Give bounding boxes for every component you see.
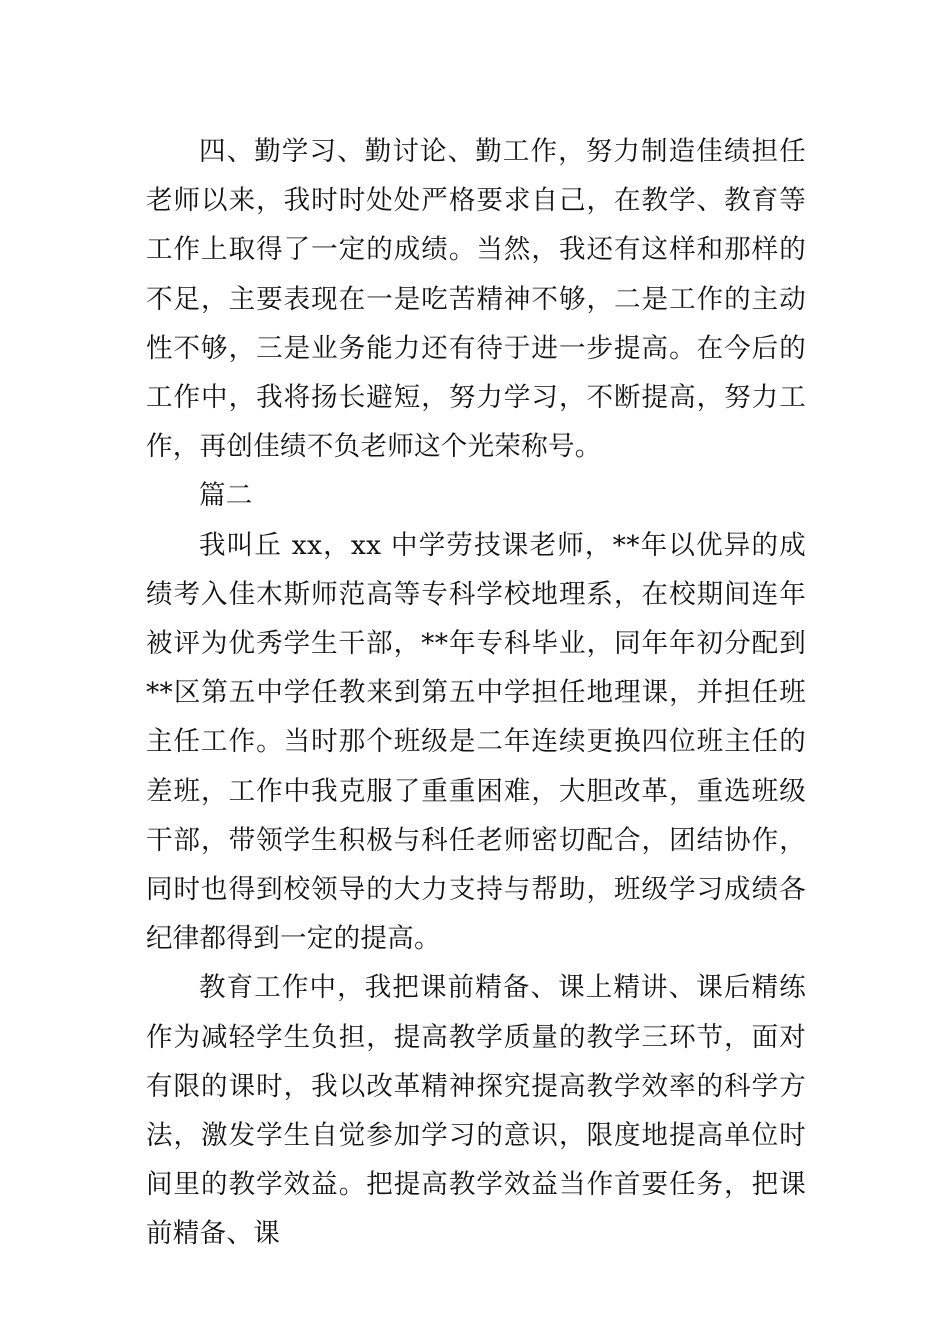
section-heading-part-two: 篇二 [199, 480, 253, 512]
document-page [146, 127, 806, 1259]
paragraph-teaching-work: 教育工作中，我把课前精备、课上精讲、课后精练作为减轻学生负担，提高教学质量的教学三环节，面对有限的课时，我以改革精神探究提高教学效率的科学方法，激发学生自觉参加学习的意识，限度地提高单位时间里的教学效益。把提高教学效益当作首要任务，把课前精备、课 [146, 972, 806, 1250]
paragraph-section-four: 四、勤学习、勤讨论、勤工作，努力制造佳绩担任老师以来，我时时处处严格要求自己，在教学、教育等工作上取得了一定的成绩。当然，我还有这样和那样的不足，主要表现在一是吃苦精神不够，二是工作的主动性不够，三是业务能力还有待于进一步提高。在今后的工作中，我将扬长避短，努力学习，不断提高，努力工作，再创佳绩不负老师这个光荣称号。 [146, 136, 806, 463]
paragraph-introduction: 我叫丘 xx，xx 中学劳技课老师，**年以优异的成绩考入佳木斯师范高等专科学校地理系，在校期间连年被评为优秀学生干部，**年专科毕业，同年年初分配到**区第五中学任教来到第五中学担任地理课，并担任班主任工作。当时那个班级是二年连续更换四位班主任的差班，工作中我克服了重重困难，大胆改革，重选班级干部，带领学生积极与科任老师密切配合，团结协作，同时也得到校领导的大力支持与帮助，班级学习成绩各纪律都得到一定的提高。 [146, 529, 806, 955]
